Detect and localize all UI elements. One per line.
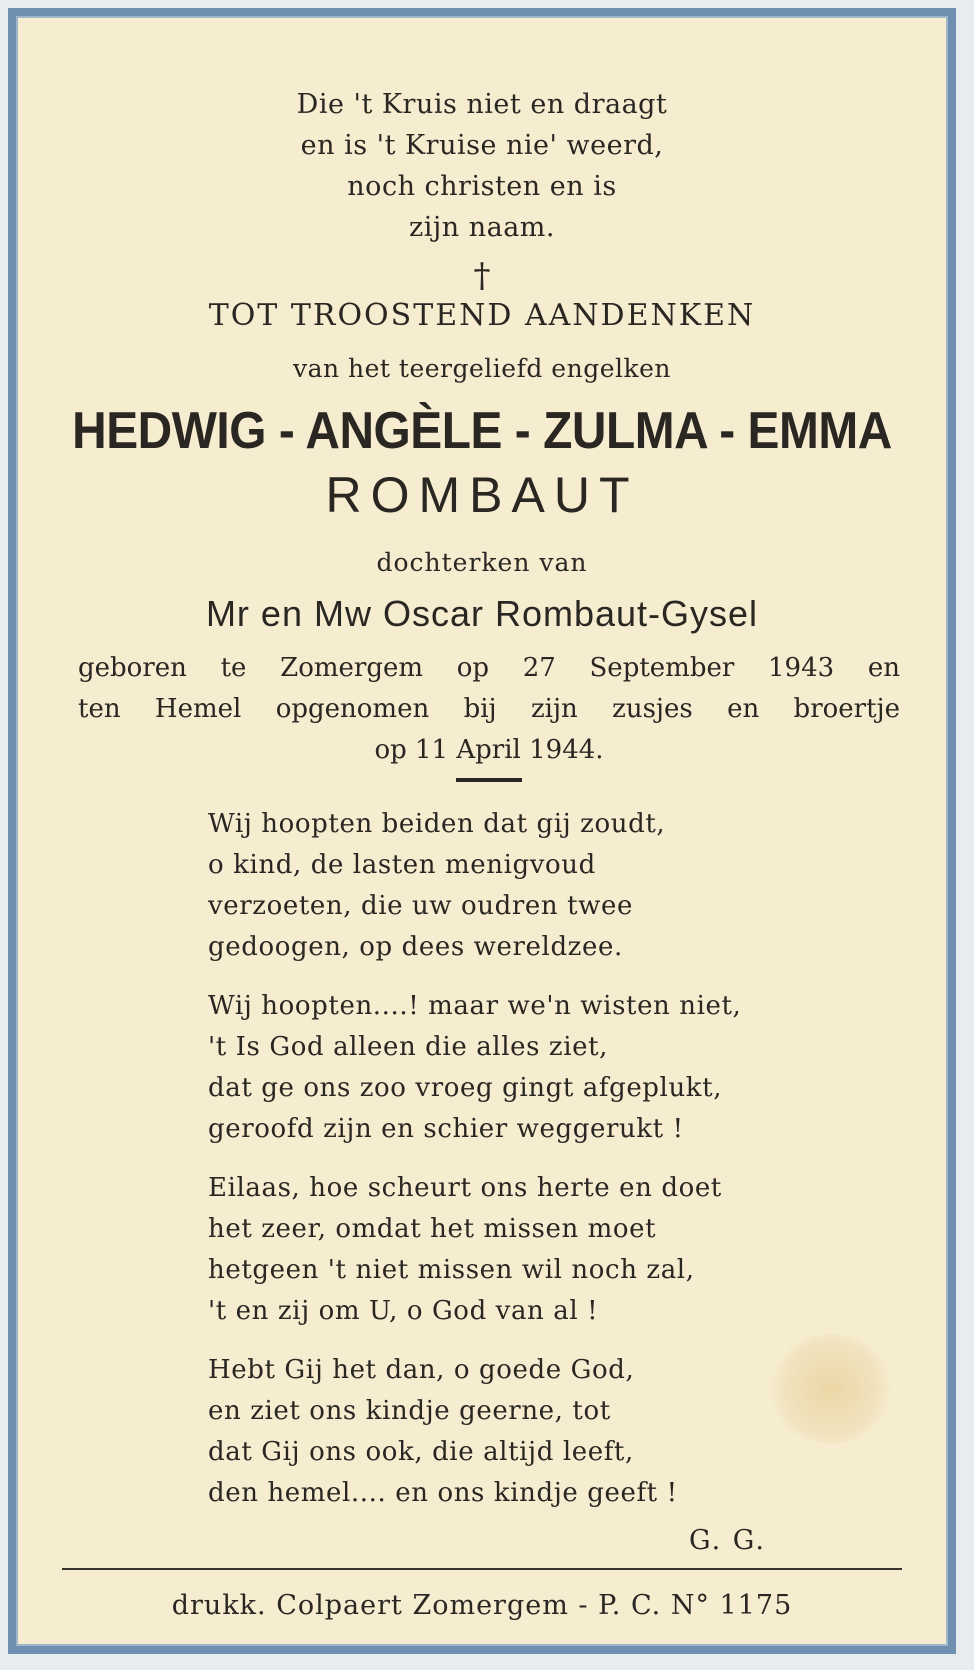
deceased-surname: ROMBAUT xyxy=(325,467,639,523)
poem xyxy=(208,804,848,1532)
poem-line: dat Gij ons ook, die altijd leeft, xyxy=(208,1437,634,1467)
parents-names: Mr en Mw Oscar Rombaut-Gysel xyxy=(205,593,759,634)
birth-death-details xyxy=(78,648,900,771)
poem-line: 't Is God alleen die alles ziet, xyxy=(208,1032,609,1062)
motto-line: Die 't Kruis niet en draagt xyxy=(296,89,668,120)
poem-line: Wij hoopten beiden dat gij zoudt, xyxy=(208,809,666,839)
birth-line: op 11 April 1944. xyxy=(374,735,604,765)
poem-stanza xyxy=(208,1168,848,1332)
poem-line: o kind, de lasten menigvoud xyxy=(208,850,596,880)
poem-line: den hemel.... en ons kindje geeft ! xyxy=(208,1478,678,1508)
memorial-card xyxy=(8,8,956,1654)
card-content xyxy=(16,16,948,1646)
poem-line: Hebt Gij het dan, o goede God, xyxy=(208,1355,635,1385)
footer-divider xyxy=(62,1568,902,1570)
motto-line: en is 't Kruise nie' weerd, xyxy=(300,130,664,161)
poem-stanza xyxy=(208,804,848,968)
poem-line: geroofd zijn en schier weggerukt ! xyxy=(208,1114,684,1144)
birth-line: ten Hemel opgenomen bij zijn zusjes en broertje xyxy=(78,694,900,724)
poem-line: Eilaas, hoe scheurt ons herte en doet xyxy=(208,1173,722,1203)
signature-initials: G. G. xyxy=(689,1525,766,1556)
divider xyxy=(456,778,522,782)
cross-icon: † xyxy=(473,256,491,296)
birth-line: geboren te Zomergem op 27 September 1943 en xyxy=(78,653,900,683)
motto xyxy=(16,84,948,248)
poem-line: en ziet ons kindje geerne, tot xyxy=(208,1396,611,1426)
subheading: van het teergeliefd engelken xyxy=(292,354,672,383)
paper-stain xyxy=(771,1334,891,1444)
poem-line: Wij hoopten....! maar we'n wisten niet, xyxy=(208,991,742,1021)
poem-line: het zeer, omdat het missen moet xyxy=(208,1214,657,1244)
poem-line: gedoogen, op dees wereldzee. xyxy=(208,932,623,962)
poem-stanza xyxy=(208,1350,848,1514)
poem-line: verzoeten, die uw oudren twee xyxy=(208,891,633,921)
poem-line: 't en zij om U, o God van al ! xyxy=(208,1296,599,1326)
motto-line: noch christen en is xyxy=(347,171,617,202)
printer-imprint: drukk. Colpaert Zomergem - P. C. N° 1175 xyxy=(171,1590,793,1621)
deceased-given-names: HEDWIG - ANGÈLE - ZULMA - EMMA xyxy=(72,402,892,460)
poem-stanza xyxy=(208,986,848,1150)
poem-line: dat ge ons zoo vroeg gingt afgeplukt, xyxy=(208,1073,723,1103)
poem-line: hetgeen 't niet missen wil noch zal, xyxy=(208,1255,695,1285)
motto-line: zijn naam. xyxy=(409,212,555,243)
daughter-of-label: dochterken van xyxy=(376,548,588,577)
heading: TOT TROOSTEND AANDENKEN xyxy=(208,298,756,333)
